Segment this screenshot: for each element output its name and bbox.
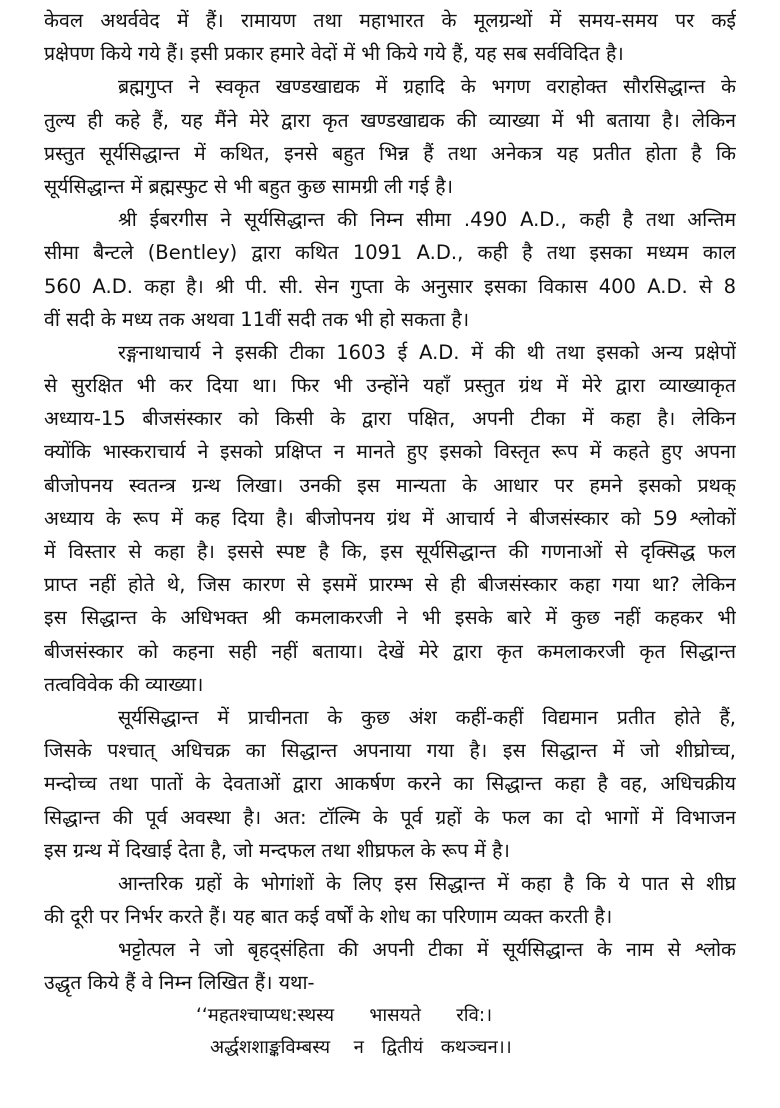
text-line: आन्तरिक ग्रहों के भोगांशों के लिए इस सिद्धान्त में कहा है कि ये पात से शीघ्र <box>118 871 736 895</box>
text-line: 560 A.D. कहा है। श्री पी. सी. सेन गुप्ता के अनुसार इसका विकास 400 A.D. से 8 <box>44 274 736 298</box>
text-line: अध्याय के रूप में कह दिया है। बीजोपनय ग्रंथ में आचार्य ने बीजसंस्कार को 59 श्लोकों <box>44 506 736 530</box>
text-line: जिसके पश्चात् अधिचक्र का सिद्धान्त अपनाया गया है। इस सिद्धान्त में जो शीघ्रोच्च, <box>44 739 736 763</box>
verse-line: ‘‘महतश्चाप्यध:स्थस्य भासयते रवि:। <box>196 1004 493 1026</box>
text-line: ब्रह्मगुप्त ने स्वकृत खण्डखाद्यक में ग्रहादि के भगण वराहोक्त सौरसिद्धान्त के <box>118 75 736 99</box>
text-line: अध्याय-15 बीजसंस्कार को किसी के द्वारा पक्षित, अपनी टीका में कहा है। लेकिन <box>44 407 736 431</box>
text-line: रङ्गनाथाचार्य ने इसकी टीका 1603 ई A.D. में की थी तथा इसको अन्य प्रक्षेपों <box>118 340 736 364</box>
text-line: केवल अथर्ववेद में हैं। रामायण तथा महाभारत के मूलग्रन्थों में समय-समय पर कई <box>44 9 736 32</box>
text-line: तुल्य ही कहे हैं, यह मैंने मेरे द्वारा कृत खण्डखाद्यक की व्याख्या में भी बताया है। लेकिन <box>44 108 736 132</box>
text-line: की दूरी पर निर्भर करते हैं। यह बात कई वर्षों के शोध का परिणाम व्यक्त करती है। <box>44 905 613 929</box>
text-line: श्री ईबरगीस ने सूर्यसिद्धान्त की निम्न सीमा .490 A.D., कही है तथा अन्तिम <box>118 208 736 232</box>
text-line: इस ग्रन्थ में दिखाई देता है, जो मन्दफल तथा शीघ्रफल के रूप में है। <box>44 838 510 862</box>
verse-line: अर्द्धशशाङ्कविम्बस्य न द्वितीयं कथञ्चन।। <box>210 1036 512 1058</box>
document-body <box>44 4 736 1000</box>
text-line: क्योंकि भास्कराचार्य ने इसको प्रक्षिप्त न मानते हुए इसको विस्तृत रूप में कहते हुए अपना <box>44 440 736 464</box>
text-line: प्रक्षेपण किये गये हैं। इसी प्रकार हमारे वेदों में भी किये गये हैं, यह सब सर्वविदित है। <box>44 42 624 66</box>
text-line: प्राप्त नहीं होते थे, जिस कारण से इसमें प्रारम्भ से ही बीजसंस्कार कहा गया था? लेकिन <box>44 573 736 597</box>
text-line: बीजोपनय स्वतन्त्र ग्रन्थ लिखा। उनकी इस मान्यता के आधार पर हमने इसको प्रथक् <box>44 473 736 497</box>
text-line: उद्धृत किये हैं वे निम्न लिखित हैं। यथा- <box>44 971 315 995</box>
text-line: सीमा बैन्टले (Bentley) द्वारा कथित 1091 A.D., कही है तथा इसका मध्यम काल <box>44 241 736 265</box>
paragraph <box>44 701 736 867</box>
paragraph <box>44 933 736 999</box>
paragraph <box>44 867 736 933</box>
text-line: सूर्यसिद्धान्त में ब्रह्मस्फुट से भी बहुत कुछ सामग्री ली गई है। <box>44 174 454 198</box>
paragraph <box>44 70 736 203</box>
text-line: तत्वविवेक की व्याख्या। <box>44 672 204 696</box>
text-line: सूर्यसिद्धान्त में प्राचीनता के कुछ अंश कहीं-कहीं विद्यमान प्रतीत होते हैं, <box>118 705 736 729</box>
text-line: इस सिद्धान्त के अधिभक्त श्री कमलाकरजी ने भी इसके बारे में कुछ नहीं कहकर भी <box>44 606 736 630</box>
text-line: भट्टोत्पल ने जो बृहद्संहिता की अपनी टीका में सूर्यसिद्धान्त के नाम से श्लोक <box>118 938 736 962</box>
text-line: बीजसंस्कार को कहना सही नहीं बताया। देखें मेरे द्वारा कृत कमलाकरजी कृत सिद्धान्त <box>44 639 736 663</box>
text-line: से सुरक्षित भी कर दिया था। फिर भी उन्होंने यहाँ प्रस्तुत ग्रंथ में मेरे द्वारा व्याख्याकृत <box>44 374 736 398</box>
paragraph <box>44 203 736 336</box>
text-line: प्रस्तुत सूर्यसिद्धान्त में कथित, इनसे बहुत भिन्न हैं तथा अनेकत्र यह प्रतीत होता है कि <box>44 141 736 165</box>
paragraph <box>44 4 736 70</box>
text-line: मन्दोच्च तथा पातों के देवताओं द्वारा आकर्षण करने का सिद्धान्त कहा है वह, अधिचक्रीय <box>44 772 736 796</box>
text-line: वीं सदी के मध्य तक अथवा 11वीं सदी तक भी हो सकता है। <box>44 307 470 331</box>
document-page <box>44 4 736 1064</box>
verse-block <box>44 1000 736 1064</box>
text-line: में विस्तार से कहा है। इससे स्पष्ट है कि, इस सूर्यसिद्धान्त की गणनाओं से दृक्सिद्ध फल <box>44 540 736 563</box>
text-line: सिद्धान्त की पूर्व अवस्था है। अत: टॉल्मि के पूर्व ग्रहों के फल का दो भागों में विभाजन <box>44 805 736 829</box>
paragraph <box>44 336 736 701</box>
